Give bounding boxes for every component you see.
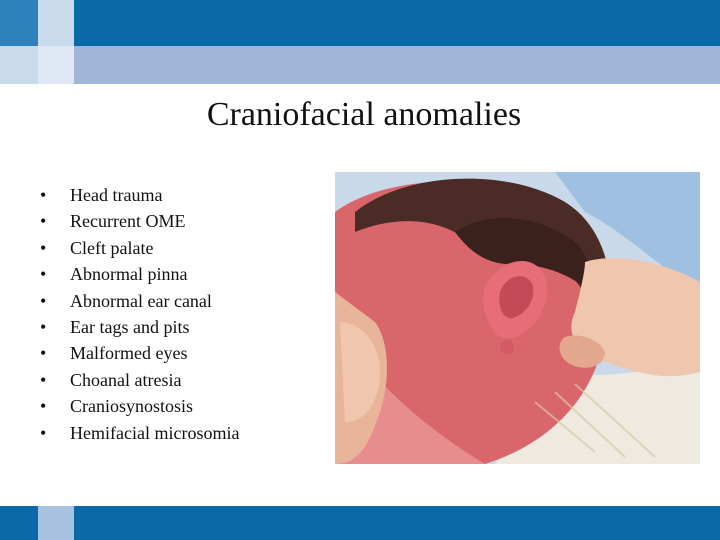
footer-square bbox=[38, 506, 74, 540]
bullet-list bbox=[40, 182, 239, 446]
footer-band bbox=[0, 506, 720, 540]
header-band-dark bbox=[0, 0, 720, 46]
list-item: • Abnormal pinna bbox=[40, 264, 188, 285]
header-square-2 bbox=[38, 0, 74, 46]
header-band-light bbox=[0, 46, 720, 84]
header-square-4 bbox=[38, 46, 74, 84]
list-item: • Ear tags and pits bbox=[40, 316, 190, 337]
slide-title: Craniofacial anomalies bbox=[206, 96, 522, 133]
list-item: • Choanal atresia bbox=[40, 369, 182, 390]
header-square-3 bbox=[0, 46, 38, 84]
list-item: • Recurrent OME bbox=[40, 211, 186, 232]
list-item: • Craniosynostosis bbox=[40, 396, 194, 417]
list-item: • Cleft palate bbox=[40, 237, 154, 258]
infant-ear-illustration bbox=[335, 172, 700, 464]
infant-ear-photo bbox=[335, 172, 700, 464]
list-item: • Malformed eyes bbox=[40, 343, 188, 364]
list-item: • Hemifacial microsomia bbox=[40, 422, 240, 443]
list-item: • Abnormal ear canal bbox=[40, 290, 212, 311]
list-item: • Head trauma bbox=[40, 185, 163, 205]
